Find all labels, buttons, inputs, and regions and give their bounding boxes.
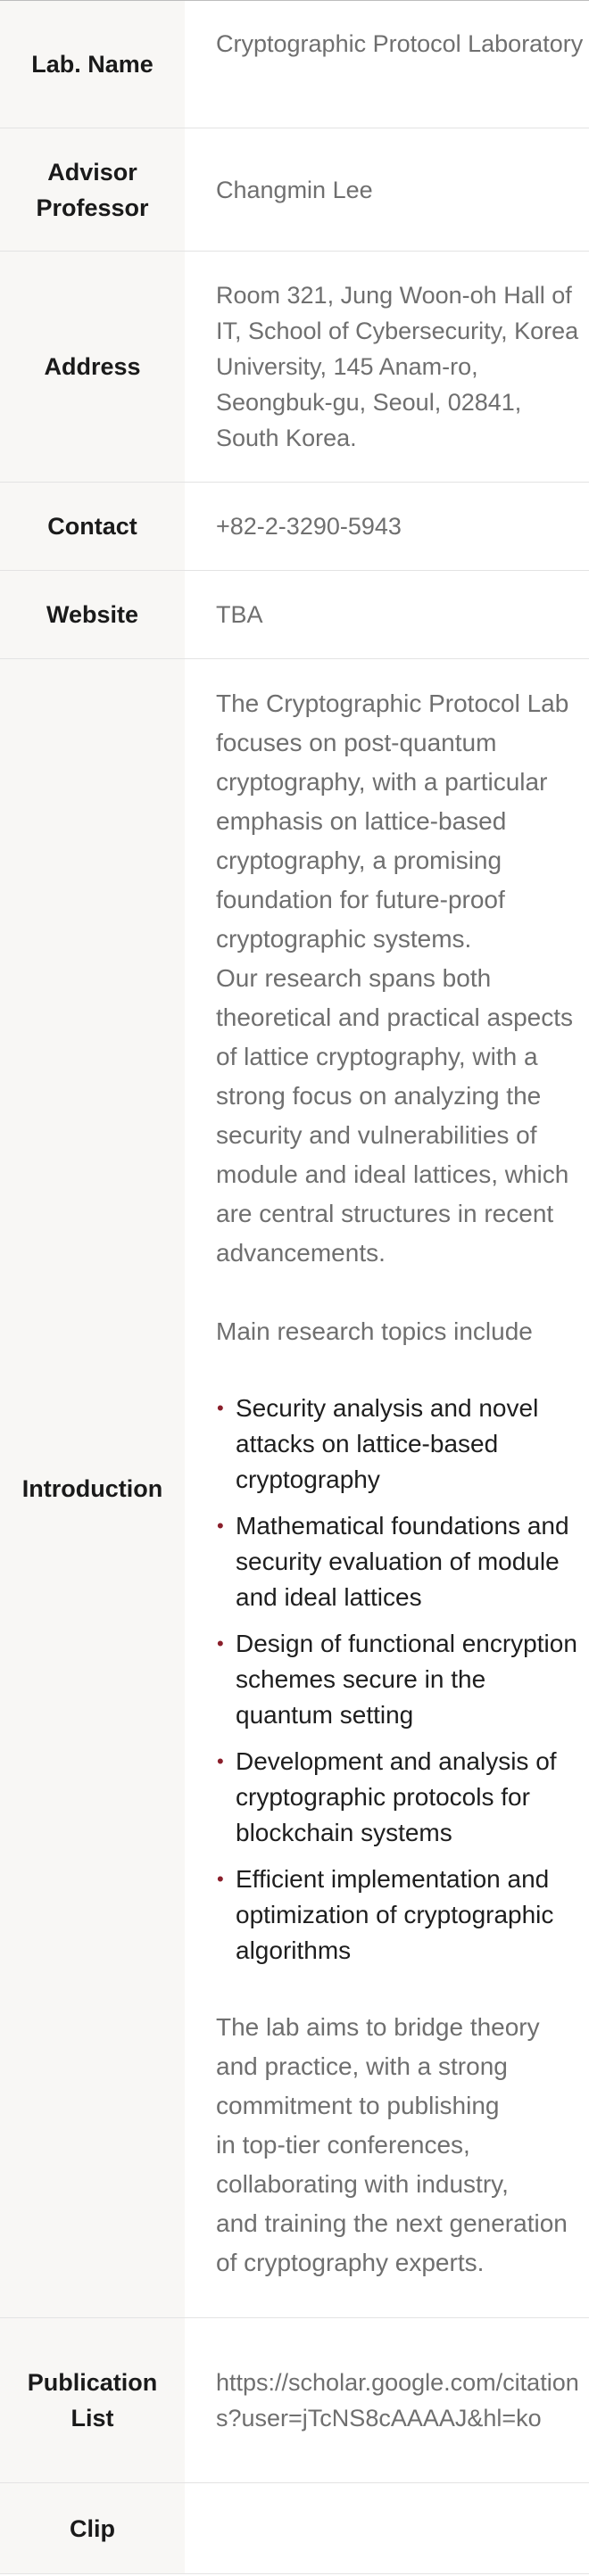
label-publication: Publication List	[0, 2318, 185, 2483]
label-advisor: Advisor Professor	[0, 128, 185, 252]
list-item: • Security analysis and novel attacks on lattice-based cryptography	[216, 1391, 587, 1498]
research-topics-list	[216, 1391, 587, 1969]
value-clip	[185, 2483, 589, 2574]
topics-intro: Main research topics include	[216, 1317, 533, 1345]
value-advisor: Changmin Lee	[216, 176, 373, 203]
row-publication	[0, 2318, 589, 2483]
publication-link[interactable]: https://scholar.google.com/citations?user=jTcNS8cAAAAJ&hl=ko	[216, 2369, 579, 2432]
bullet-icon: •	[217, 1515, 224, 1537]
label-website: Website	[0, 571, 185, 659]
value-lab-name: Cryptographic Protocol Laboratory	[216, 30, 584, 57]
row-address	[0, 252, 589, 483]
row-introduction	[0, 659, 589, 2318]
label-clip: Clip	[0, 2483, 185, 2574]
row-clip	[0, 2483, 589, 2574]
value-introduction	[185, 659, 589, 2318]
value-website: TBA	[216, 601, 263, 628]
bullet-icon: •	[217, 1868, 224, 1890]
list-item: • Design of functional encryption schemes secure in the quantum setting	[216, 1626, 587, 1733]
intro-paragraph-2: The lab aims to bridge theory and practice, with a strong commitment to publishing in top-tier conferences, collaborating with industry, and training the next generation of cryptography experts.	[216, 2013, 568, 2276]
row-contact	[0, 483, 589, 571]
bullet-icon: •	[217, 1397, 224, 1419]
value-contact: +82-2-3290-5943	[216, 513, 402, 540]
row-advisor	[0, 128, 589, 252]
row-lab-name	[0, 1, 589, 128]
label-address: Address	[0, 252, 185, 483]
bullet-icon: •	[217, 1632, 224, 1655]
intro-paragraph-1: The Cryptographic Protocol Lab focuses on post-quantum cryptography, with a particular emphasis on lattice-based cryptography, a promising foundation for future-proof cryptographic systems. Our research spans both theoretical and practical aspects of lattice cryptography, with a strong focus on analyzing the security and vulnerabilities of module and ideal lattices, which are central structures in recent advancements.	[216, 689, 573, 1267]
list-item: • Development and analysis of cryptographic protocols for blockchain systems	[216, 1744, 587, 1851]
label-lab-name: Lab. Name	[0, 1, 185, 128]
row-website	[0, 571, 589, 659]
label-contact: Contact	[0, 483, 185, 571]
label-introduction: Introduction	[0, 659, 185, 2318]
bullet-icon: •	[217, 1750, 224, 1772]
list-item: • Efficient implementation and optimization of cryptographic algorithms	[216, 1862, 587, 1969]
value-address: Room 321, Jung Woon-oh Hall of IT, School of Cybersecurity, Korea University, 145 Anam-ro, Seongbuk-gu, Seoul, 02841, South Korea.	[216, 282, 579, 451]
list-item: • Mathematical foundations and security evaluation of module and ideal lattices	[216, 1508, 587, 1615]
